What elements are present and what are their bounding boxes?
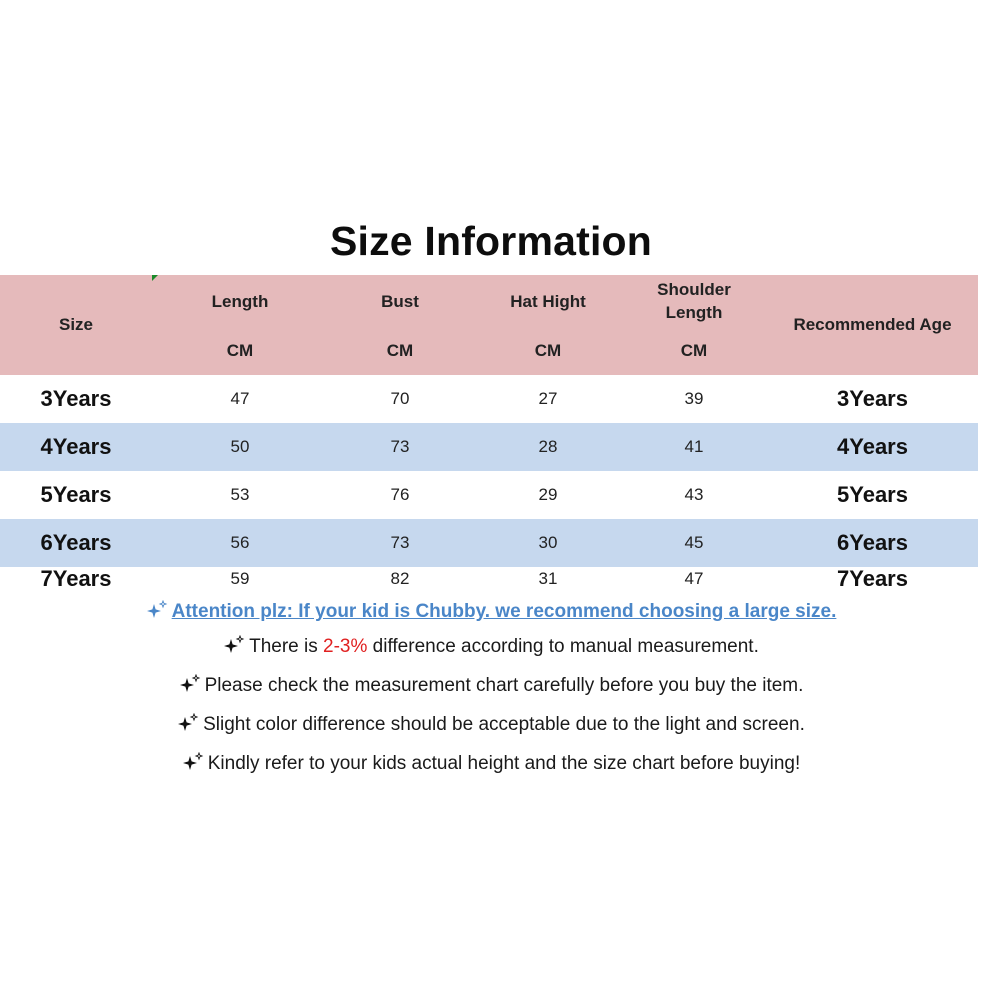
cell-shoulder: 39 <box>684 389 704 408</box>
header-bust: Bust <box>381 292 419 311</box>
cell-bust: 82 <box>390 569 410 588</box>
cell-shoulder: 41 <box>684 437 704 456</box>
cell-hat: 30 <box>538 533 558 552</box>
cell-length: 59 <box>230 569 250 588</box>
cell-hat: 27 <box>538 389 558 408</box>
note-measurement-difference <box>0 635 982 658</box>
table-row <box>0 471 978 519</box>
cell-bust: 70 <box>390 389 410 408</box>
header-recommended-age: Recommended Age <box>793 315 952 334</box>
cell-hat: 28 <box>538 437 558 456</box>
cell-size: 7Years <box>40 566 112 591</box>
cell-length: 50 <box>230 437 250 456</box>
header-hat-hight: Hat Hight <box>510 292 586 311</box>
cell-size: 5Years <box>40 482 112 507</box>
cell-bust: 73 <box>390 533 410 552</box>
header-shoulder-unit: CM <box>680 341 708 360</box>
cell-shoulder: 47 <box>684 569 704 588</box>
header-shoulder-line2: Length <box>665 303 723 322</box>
note-refer-height <box>0 752 982 775</box>
sparkle-icon <box>177 713 199 733</box>
header-shoulder-line1: Shoulder <box>657 280 731 299</box>
cell-shoulder: 43 <box>684 485 704 504</box>
cell-age: 5Years <box>837 482 908 507</box>
cell-bust: 76 <box>390 485 410 504</box>
header-length-unit: CM <box>226 341 254 360</box>
header-size: Size <box>58 315 94 334</box>
cell-length: 53 <box>230 485 250 504</box>
note4-text: Kindly refer to your kids actual height and the size chart before buying! <box>207 753 801 774</box>
cell-size: 4Years <box>40 434 112 459</box>
header-bust-unit: CM <box>386 341 414 360</box>
table-header <box>0 275 978 375</box>
cell-hat: 31 <box>538 569 558 588</box>
sparkle-icon <box>223 635 245 655</box>
cell-size: 3Years <box>40 386 112 411</box>
cell-bust: 73 <box>390 437 410 456</box>
cell-age: 6Years <box>837 530 908 555</box>
corner-mark <box>152 275 158 281</box>
note-check-chart <box>0 674 982 697</box>
cell-age: 7Years <box>837 566 908 591</box>
sparkle-icon <box>182 752 204 772</box>
cell-size: 6Years <box>40 530 112 555</box>
table-row <box>0 375 978 423</box>
note1-prefix: There is <box>249 636 324 657</box>
cell-hat: 29 <box>538 485 558 504</box>
note-color-difference <box>0 713 982 736</box>
cell-age: 3Years <box>837 386 908 411</box>
note3-text: Slight color difference should be acceptable due to the light and screen. <box>203 714 805 735</box>
note2-text: Please check the measurement chart carefully before you buy the item. <box>204 675 804 696</box>
table-row <box>0 423 978 471</box>
header-hat-unit: CM <box>534 341 562 360</box>
attention-text: Attention plz: If your kid is Chubby. we recommend choosing a large size. <box>171 601 837 622</box>
note1-suffix: difference according to manual measurement. <box>367 636 759 657</box>
cell-length: 56 <box>230 533 250 552</box>
table-row <box>0 519 978 567</box>
page-title: Size Information <box>329 218 653 264</box>
size-table <box>0 275 978 591</box>
cell-shoulder: 45 <box>684 533 704 552</box>
note1-highlight: 2-3% <box>323 636 368 657</box>
sparkle-icon <box>146 600 168 620</box>
table-row <box>0 561 978 597</box>
cell-age: 4Years <box>837 434 908 459</box>
cell-length: 47 <box>230 389 250 408</box>
attention-note <box>0 600 982 623</box>
sparkle-icon <box>179 674 201 694</box>
header-length: Length <box>211 292 269 311</box>
